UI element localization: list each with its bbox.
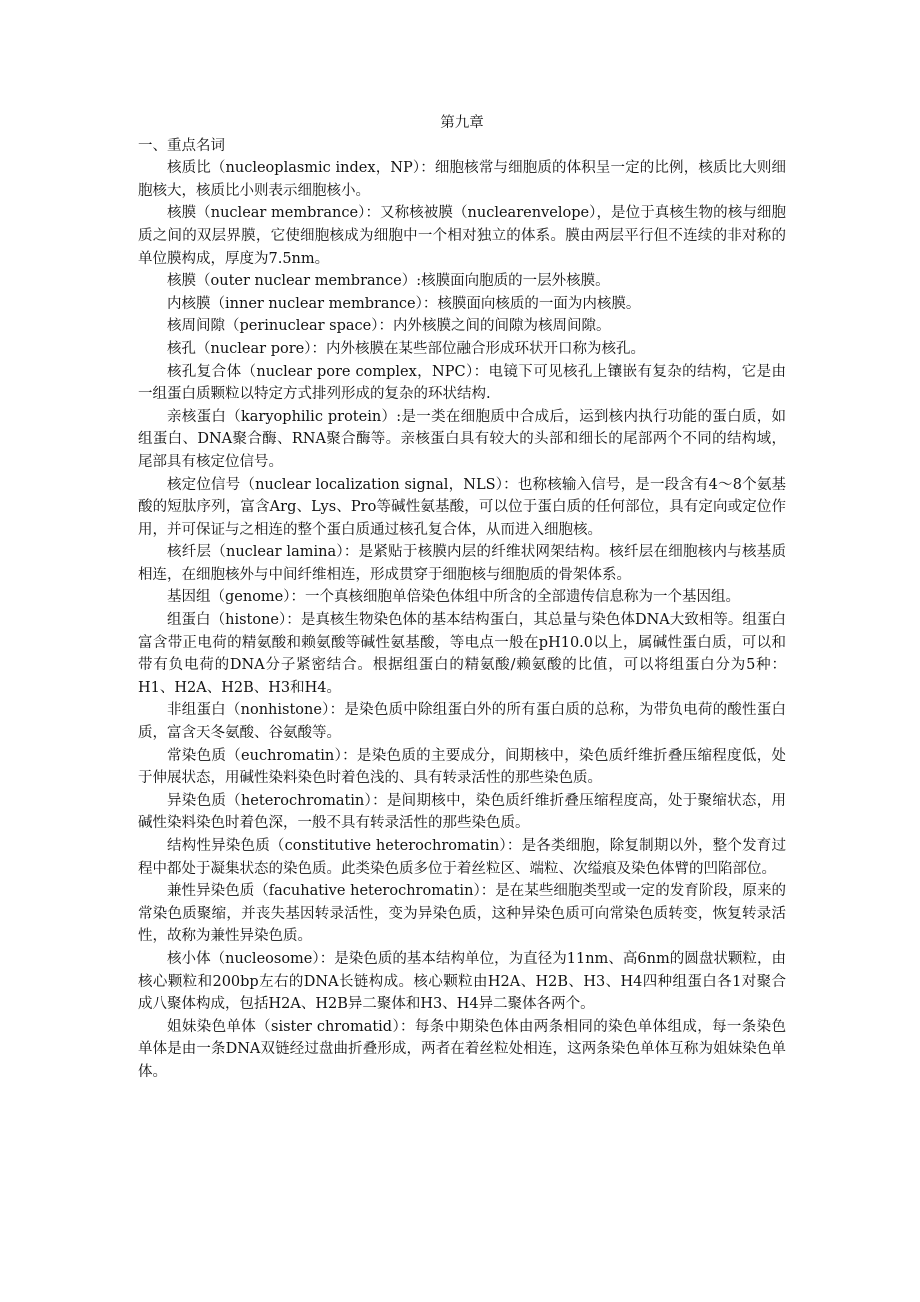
term-paragraph: 核孔（nuclear pore）：内外核膜在某些部位融合形成环状开口称为核孔。 — [167, 340, 645, 357]
term-paragraph: 内核膜（inner nuclear membrance）：核膜面向核质的一面为内核膜。 — [167, 295, 641, 312]
term-paragraph: 姐妹染色单体（sister chromatid）：每条中期染色体由两条相同的染色单体组成，每一条染色单体是由一条DNA双链经过盘曲折叠形成，两者在着丝粒处相连，这两条染色单体互称为姐妹染色单体。 — [138, 1018, 786, 1080]
term-paragraph: 亲核蛋白（karyophilic protein）:是一类在细胞质中合成后，运到核内执行功能的蛋白质，如组蛋白、DNA聚合酶、RNA聚合酶等。亲核蛋白具有较大的头部和细长的尾部两个不同的结构域，尾部具有核定位信号。 — [138, 408, 786, 470]
term-paragraph: 常染色质（euchromatin）：是染色质的主要成分，间期核中，染色质纤维折叠压缩程度低，处于伸展状态，用碱性染料染色时着色浅的、具有转录活性的那些染色质。 — [138, 747, 786, 787]
term-paragraph: 非组蛋白（nonhistone）：是染色质中除组蛋白外的所有蛋白质的总称，为带负电荷的酸性蛋白质，富含天冬氨酸、谷氨酸等。 — [138, 702, 786, 742]
term-paragraph: 核膜（nuclear membrance）：又称核被膜（nuclearenvelope），是位于真核生物的核与细胞质之间的双层界膜，它使细胞核成为细胞中一个相对独立的体系。膜由两层平行但不连续的非对称的单位膜构成，厚度为7.5nm。 — [138, 205, 786, 267]
term-paragraph: 核定位信号（nuclear localization signal，NLS）：也称核输入信号，是一段含有4～8个氨基酸的短肽序列，富含Arg、Lys、Pro等碱性氨基酸，可以位于蛋白质的任何部位，具有定向或定位作用，并可保证与之相连的整个蛋白质通过核孔复合体，从而进入细胞核。 — [138, 476, 786, 538]
term-paragraph: 兼性异染色质（facuhative heterochromatin）：是在某些细胞类型或一定的发育阶段，原来的常染色质聚缩，并丧失基因转录活性，变为异染色质，这种异染色质可向常染色质转变，恢复转录活性，故称为兼性异染色质。 — [138, 883, 786, 945]
term-paragraph: 结构性异染色质（constitutive heterochromatin）：是各类细胞，除复制期以外，整个发育过程中都处于凝集状态的染色质。此类染色质多位于着丝粒区、端粒、次缢痕及染色体臂的凹陷部位。 — [138, 838, 786, 877]
term-paragraph: 核小体（nucleosome）：是染色质的基本结构单位，为直径为11nm、高6nm的圆盘状颗粒，由核心颗粒和200bp左右的DNA长链构成。核心颗粒由H2A、H2B、H3、H4四种组蛋白各1对聚合成八聚体构成，包括H2A、H2B异二聚体和H3、H4异二聚体各两个。 — [138, 950, 786, 1013]
chapter-title: 第九章 — [440, 115, 484, 131]
term-paragraph: 核纤层（nuclear lamina）：是紧贴于核膜内层的纤维状网架结构。核纤层在细胞核内与核基质相连，在细胞核外与中间纤维相连，形成贯穿于细胞核与细胞质的骨架体系。 — [138, 544, 786, 583]
term-paragraph: 核孔复合体（nuclear pore complex，NPC）：电镜下可见核孔上镶嵌有复杂的结构，它是由一组蛋白质颗粒以特定方式排列形成的复杂的环状结构. — [138, 363, 786, 403]
term-paragraph: 异染色质（heterochromatin）：是间期核中，染色质纤维折叠压缩程度高，处于聚缩状态，用碱性染料染色时着色深，一般不具有转录活性的那些染色质。 — [138, 792, 786, 832]
term-paragraph: 核质比（nucleoplasmic index，NP）：细胞核常与细胞质的体积呈一定的比例，核质比大则细胞核大，核质比小则表示细胞核小。 — [138, 160, 786, 199]
term-paragraph: 组蛋白（histone）：是真核生物染色体的基本结构蛋白，其总量与染色体DNA大致相等。组蛋白富含带正电荷的精氨酸和赖氨酸等碱性氨基酸，等电点一般在pH10.0以上，属碱性蛋白质，可以和带有负电荷的DNA分子紧密结合。根据组蛋白的精氨酸/赖氨酸的比值，可以将组蛋白分为5种：H1、H2A、H2B、H3和H4。 — [138, 612, 786, 696]
term-paragraph: 核膜（outer nuclear membrance）:核膜面向胞质的一层外核膜。 — [167, 273, 610, 290]
section-heading: 一、重点名词 — [138, 137, 225, 154]
term-list — [138, 157, 786, 1083]
document-page — [138, 112, 786, 1084]
term-paragraph: 基因组（genome）：一个真核细胞单倍染色体组中所含的全部遗传信息称为一个基因组。 — [167, 589, 741, 606]
term-paragraph: 核周间隙（perinuclear space）：内外核膜之间的间隙为核周间隙。 — [167, 318, 611, 335]
